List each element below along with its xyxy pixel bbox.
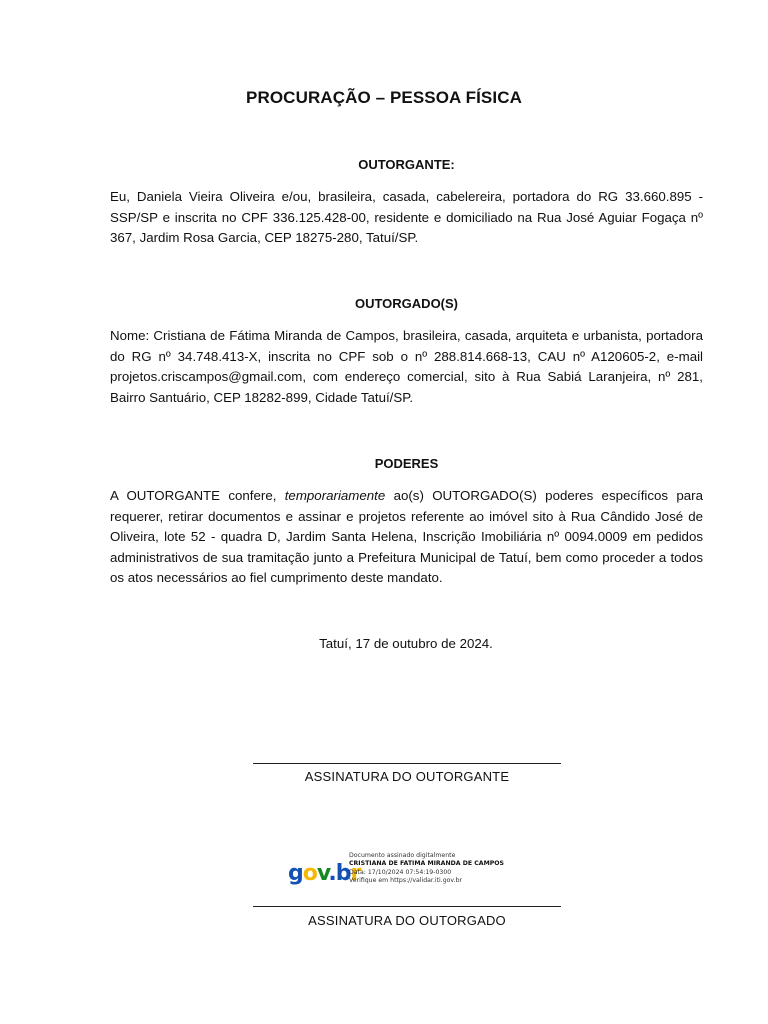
poderes-heading: PODERES xyxy=(374,456,439,471)
digital-signature-stamp xyxy=(288,850,528,898)
outorgante-paragraph: Eu, Daniela Vieira Oliveira e/ou, brasileira, casada, cabelereira, portadora do RG 33.660.895 - SSP/SP e inscrita no CPF 336.125.428-00, residente e domiciliado na Rua José Aguiar Fogaça nº 367, Jardim Rosa Garcia, CEP 18275-280, Tatuí/SP. xyxy=(110,189,703,245)
outorgado-signature-line xyxy=(253,906,561,907)
stamp-date: Data: 17/10/2024 07:54:19-0300 xyxy=(349,868,452,876)
document-title: PROCURAÇÃO – PESSOA FÍSICA xyxy=(246,88,522,107)
outorgante-signature-line xyxy=(253,763,561,764)
date-line: Tatuí, 17 de outubro de 2024. xyxy=(319,636,493,651)
stamp-line-signed: Documento assinado digitalmente xyxy=(349,852,456,859)
stamp-verify-link: Verifique em https://validar.iti.gov.br xyxy=(349,876,463,884)
poderes-paragraph xyxy=(110,486,703,589)
govbr-logo: gov.br xyxy=(288,861,361,886)
poderes-text-italic: temporariamente xyxy=(284,488,386,503)
outorgados-heading: OUTORGADO(S) xyxy=(354,296,459,311)
poderes-text-start: A OUTORGANTE confere, xyxy=(110,488,285,503)
outorgado-signature-label: ASSINATURA DO OUTORGADO xyxy=(308,913,506,928)
stamp-signer-name: CRISTIANA DE FATIMA MIRANDA DE CAMPOS xyxy=(349,860,504,868)
stamp-text xyxy=(349,852,504,885)
poderes-text-end: ao(s) OUTORGADO(S) poderes específicos para requerer, retirar documentos e assinar e projetos referente ao imóvel sito à Rua Cândido José de Oliveira, lote 52 - quadra D, Jardim Santa Helena, Inscrição Imobiliária nº 0094.0009 em pedidos administrativos de sua tramitação junto a Prefeitura Municipal de Tatuí, bem como proceder a todos os atos necessários ao fiel cumprimento deste mandato. xyxy=(110,488,703,585)
outorgados-paragraph: Nome: Cristiana de Fátima Miranda de Campos, brasileira, casada, arquiteta e urbanista, portadora do RG nº 34.748.413-X, inscrita no CPF sob o nº 288.814.668-13, CAU nº A120605-2, e-mail projetos.criscampos@gmail.com, com endereço comercial, sito à Rua Sabiá Laranjeira, nº 281, Bairro Santuário, CEP 18282-899, Cidade Tatuí/SP. xyxy=(110,328,703,405)
outorgante-signature-label: ASSINATURA DO OUTORGANTE xyxy=(304,769,510,784)
outorgante-heading: OUTORGANTE: xyxy=(358,157,455,172)
